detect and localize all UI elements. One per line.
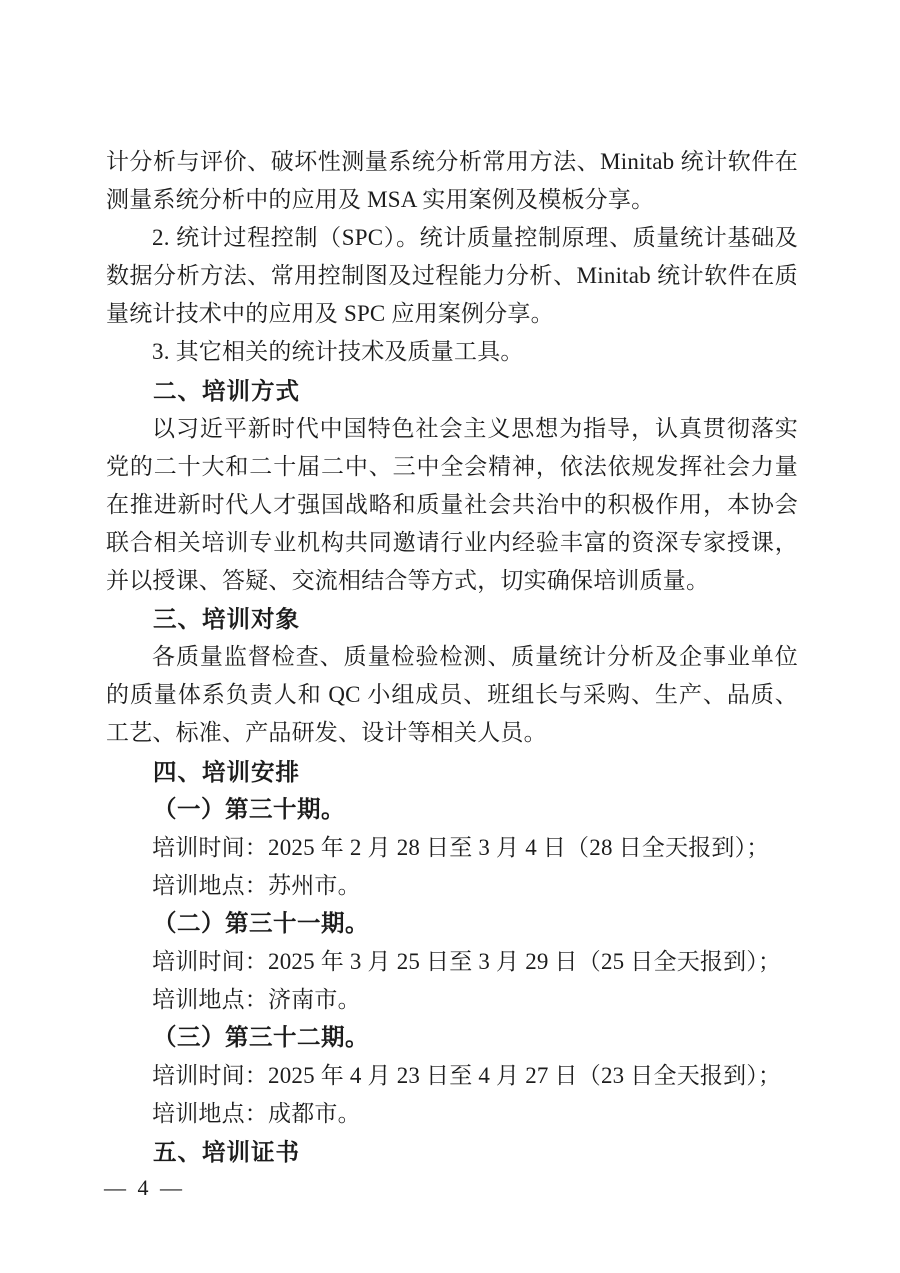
paragraph-session-30-time: 培训时间：2025 年 2 月 28 日至 3 月 4 日（28 日全天报到）； — [152, 834, 770, 860]
paragraph-msa-continuation: 计分析与评价、破坏性测量系统分析常用方法、Minitab 统计软件在测量系统分析中的应用及 MSA 实用案例及模板分享。 — [106, 149, 798, 213]
section-heading-training-audience: 三、培训对象 — [153, 606, 300, 633]
page-number: — 4 — — [104, 1175, 185, 1200]
paragraph-training-method: 以习近平新时代中国特色社会主义思想为指导，认真贯彻落实党的二十大和二十届二中、三中全会精神，依法依规发挥社会力量在推进新时代人才强国战略和质量社会共治中的积极作用，本协会联合相关培训专业机构共同邀请行业内经验丰富的资深专家授课，并以授课、答疑、交流相结合等方式，切实确保培训质量。 — [106, 415, 798, 594]
section-heading-training-certificate: 五、培训证书 — [153, 1139, 300, 1166]
section-heading-training-method: 二、培训方式 — [153, 377, 300, 404]
paragraph-session-30-location: 培训地点：苏州市。 — [152, 872, 361, 898]
subheading-session-32: （三）第三十二期。 — [153, 1025, 369, 1052]
paragraph-other-tools: 3. 其它相关的统计技术及质量工具。 — [152, 339, 524, 365]
paragraph-session-32-time: 培训时间：2025 年 4 月 23 日至 4 月 27 日（23 日全天报到）； — [152, 1063, 782, 1089]
document-body — [106, 143, 798, 1172]
paragraph-training-audience: 各质量监督检查、质量检验检测、质量统计分析及企事业单位的质量体系负责人和 QC 小组成员、班组长与采购、生产、品质、工艺、标准、产品研发、设计等相关人员。 — [106, 644, 798, 746]
paragraph-session-32-location: 培训地点：成都市。 — [152, 1101, 361, 1127]
subheading-session-31: （二）第三十一期。 — [153, 910, 369, 937]
paragraph-session-31-time: 培训时间：2025 年 3 月 25 日至 3 月 29 日（25 日全天报到）； — [152, 948, 782, 974]
paragraph-session-31-location: 培训地点：济南市。 — [152, 987, 361, 1013]
paragraph-spc: 2. 统计过程控制（SPC）。统计质量控制原理、质量统计基础及数据分析方法、常用控制图及过程能力分析、Minitab 统计软件在质量统计技术中的应用及 SPC 应用案例分享。 — [106, 225, 798, 327]
subheading-session-30: （一）第三十期。 — [153, 796, 345, 823]
section-heading-training-schedule: 四、培训安排 — [153, 758, 300, 785]
